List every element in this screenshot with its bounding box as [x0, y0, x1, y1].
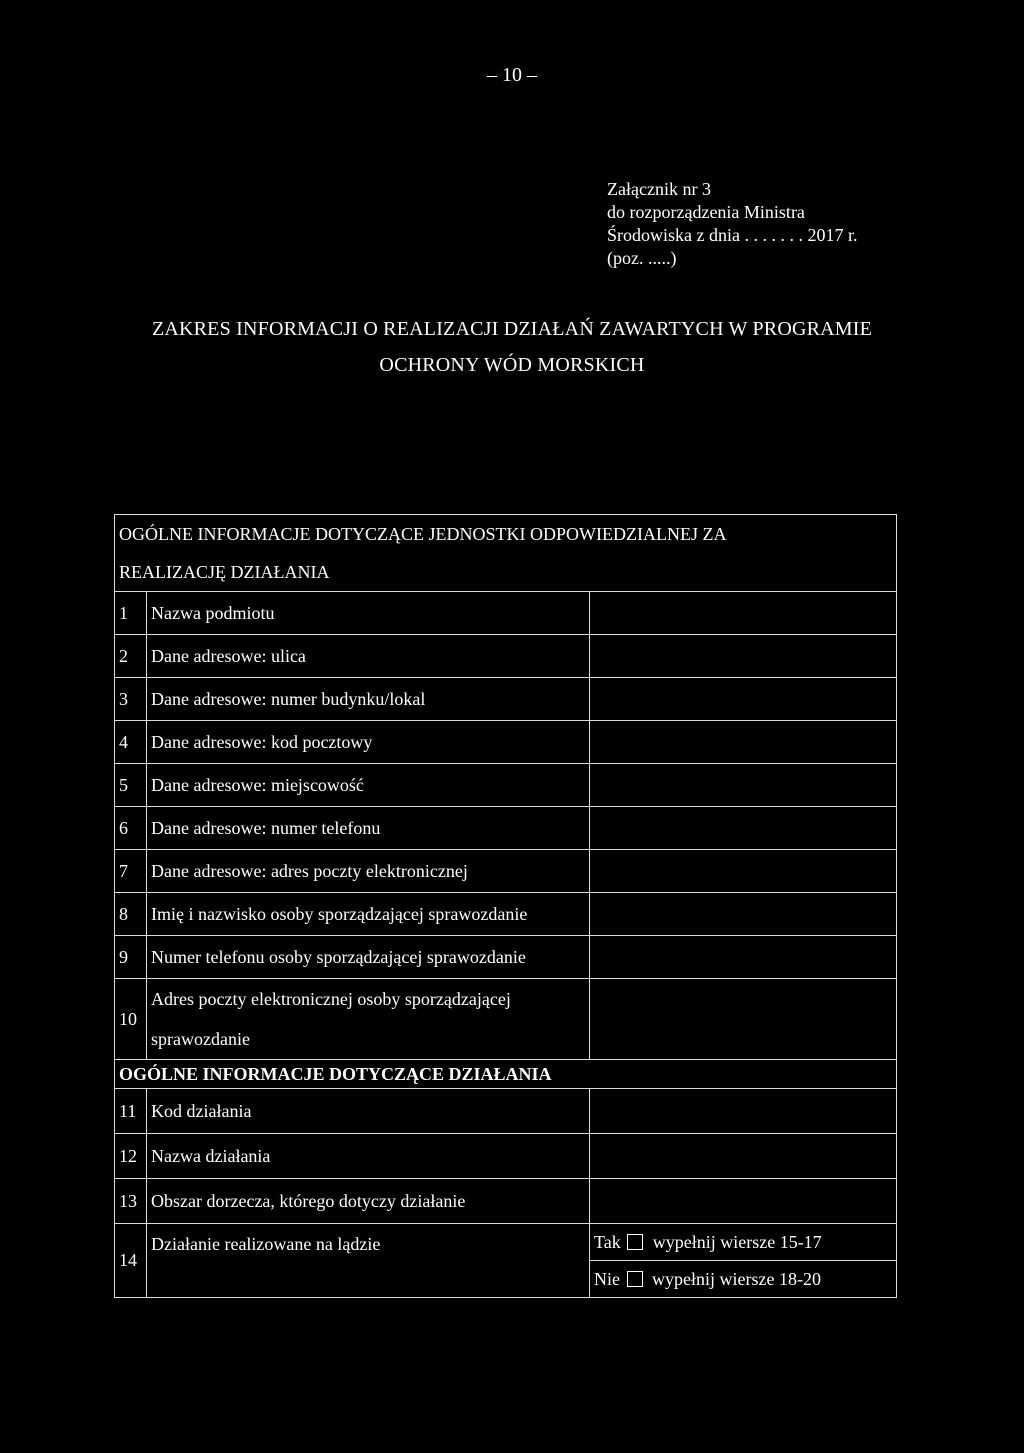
table-row [115, 1089, 897, 1134]
row-number: 9 [115, 936, 147, 979]
page-number: – 10 – [487, 64, 537, 86]
row-label: Działanie realizowane na lądzie [147, 1224, 590, 1298]
row-number: 5 [115, 764, 147, 807]
row-number: 7 [115, 850, 147, 893]
table-row [115, 1179, 897, 1224]
annex-line-2: do rozporządzenia Ministra [607, 202, 805, 222]
street-field[interactable] [590, 635, 897, 678]
option-yes[interactable] [590, 1224, 897, 1261]
table-row [115, 807, 897, 850]
table-row [115, 764, 897, 807]
row-label: Obszar dorzecza, którego dotyczy działanie [147, 1179, 590, 1224]
table-row [115, 592, 897, 635]
section-heading-action [115, 1060, 897, 1089]
table-row [115, 893, 897, 936]
table-row [115, 1224, 897, 1261]
row-number: 6 [115, 807, 147, 850]
row-number: 4 [115, 721, 147, 764]
table-row [115, 1134, 897, 1179]
section-1-heading-line-1: OGÓLNE INFORMACJE DOTYCZĄCE JEDNOSTKI ODPOWIEDZIALNEJ ZA [119, 524, 727, 544]
row-label: Dane adresowe: numer telefonu [147, 807, 590, 850]
building-number-field[interactable] [590, 678, 897, 721]
checkbox-icon[interactable] [627, 1234, 643, 1250]
row-number: 8 [115, 893, 147, 936]
row-number: 1 [115, 592, 147, 635]
row-number: 10 [115, 979, 147, 1060]
preparer-name-field[interactable] [590, 893, 897, 936]
row-label-line-2: sprawozdanie [151, 1029, 250, 1049]
table-row [115, 936, 897, 979]
table-row [115, 721, 897, 764]
phone-field[interactable] [590, 807, 897, 850]
table-row [115, 850, 897, 893]
action-name-field[interactable] [590, 1134, 897, 1179]
row-label: Nazwa działania [147, 1134, 590, 1179]
option-no-text: wypełnij wiersze 18-20 [652, 1268, 821, 1289]
section-2-heading: OGÓLNE INFORMACJE DOTYCZĄCE DZIAŁANIA [115, 1060, 897, 1089]
row-label: Dane adresowe: miejscowość [147, 764, 590, 807]
table-row [115, 678, 897, 721]
row-label: Dane adresowe: adres poczty elektronicznej [147, 850, 590, 893]
annex-header [607, 178, 857, 270]
section-1-heading-line-2: REALIZACJĘ DZIAŁANIA [119, 562, 330, 582]
action-code-field[interactable] [590, 1089, 897, 1134]
row-label: Imię i nazwisko osoby sporządzającej sprawozdanie [147, 893, 590, 936]
annex-line-4: (poz. .....) [607, 248, 677, 268]
option-no[interactable] [590, 1261, 897, 1298]
preparer-email-field[interactable] [590, 979, 897, 1060]
document-title-line-2: OCHRONY WÓD MORSKICH [379, 354, 645, 376]
row-label: Dane adresowe: kod pocztowy [147, 721, 590, 764]
row-label: Numer telefonu osoby sporządzającej sprawozdanie [147, 936, 590, 979]
table-row [115, 979, 897, 1060]
row-number: 3 [115, 678, 147, 721]
document-title-line-1: ZAKRES INFORMACJI O REALIZACJI DZIAŁAŃ ZAWARTYCH W PROGRAMIE [151, 318, 873, 340]
option-yes-text: wypełnij wiersze 15-17 [652, 1231, 822, 1252]
option-no-label: Nie [594, 1268, 620, 1289]
row-label [147, 979, 590, 1060]
river-basin-field[interactable] [590, 1179, 897, 1224]
city-field[interactable] [590, 764, 897, 807]
row-label: Dane adresowe: ulica [147, 635, 590, 678]
row-label: Nazwa podmiotu [147, 592, 590, 635]
row-number: 2 [115, 635, 147, 678]
row-number: 14 [115, 1224, 147, 1298]
row-number: 13 [115, 1179, 147, 1224]
row-number: 11 [115, 1089, 147, 1134]
table-row [115, 635, 897, 678]
checkbox-icon[interactable] [627, 1271, 643, 1287]
preparer-phone-field[interactable] [590, 936, 897, 979]
entity-name-field[interactable] [590, 592, 897, 635]
email-field[interactable] [590, 850, 897, 893]
annex-line-1: Załącznik nr 3 [607, 179, 711, 199]
row-label-line-1: Adres poczty elektronicznej osoby sporządzającej [151, 989, 511, 1009]
row-label: Dane adresowe: numer budynku/lokal [147, 678, 590, 721]
row-number: 12 [115, 1134, 147, 1179]
postal-code-field[interactable] [590, 721, 897, 764]
row-label: Kod działania [147, 1089, 590, 1134]
section-heading-entity [115, 515, 897, 592]
option-yes-label: Tak [594, 1231, 621, 1252]
annex-line-3: Środowiska z dnia . . . . . . . 2017 r. [607, 225, 858, 245]
report-form-table [114, 514, 897, 1298]
